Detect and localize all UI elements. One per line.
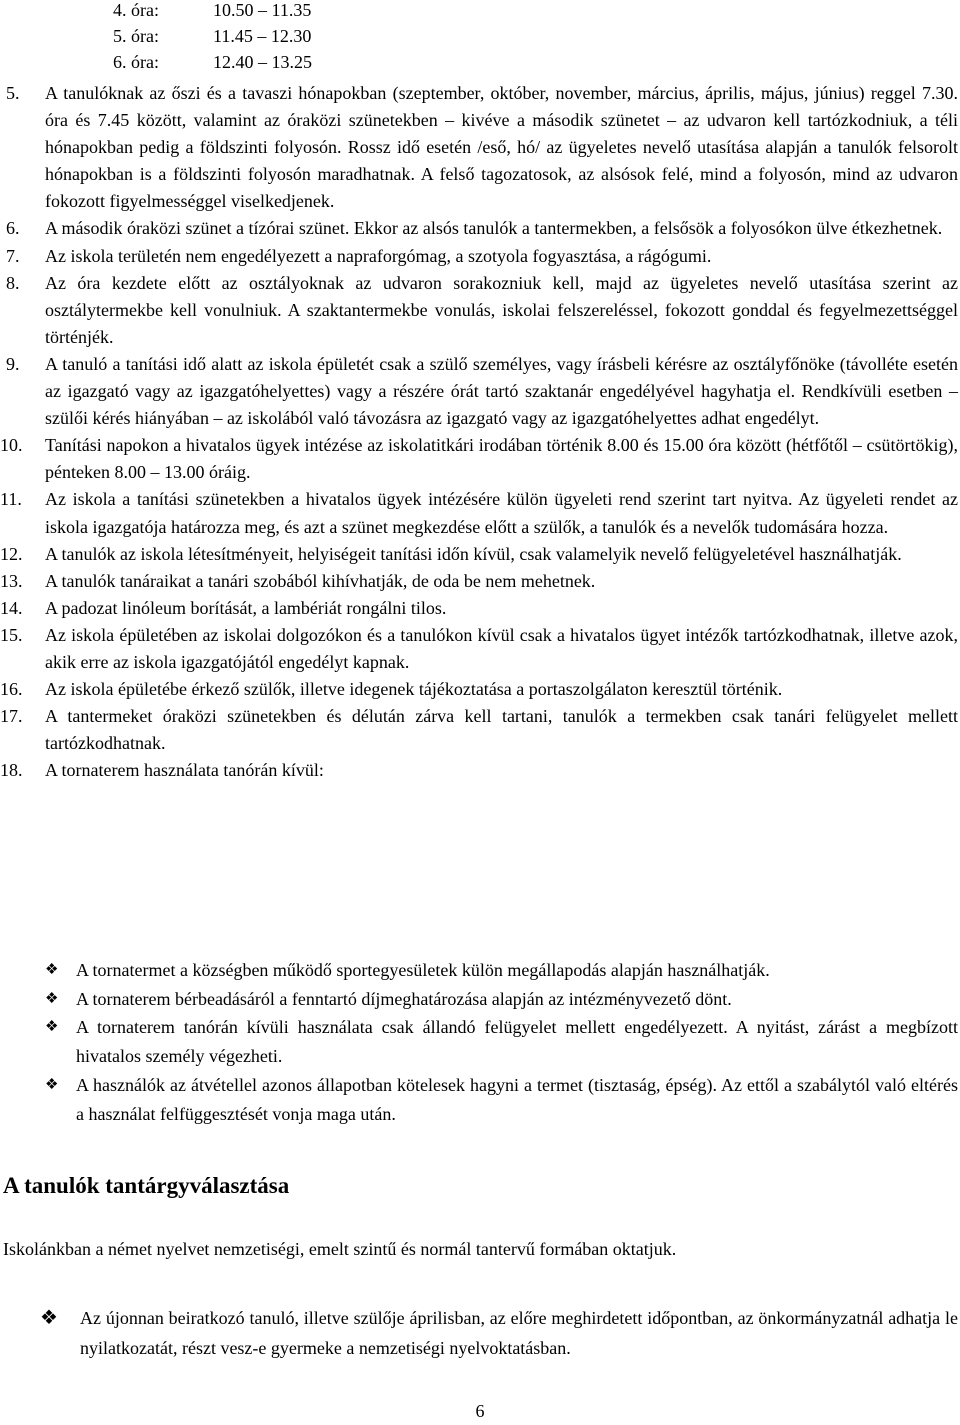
rule-item [0,486,958,540]
rules-list [0,80,958,784]
list-item [45,956,958,985]
rule-text: A padozat linóleum borítását, a lambériát rongálni tilos. [45,597,447,618]
rule-number: 14. [0,597,23,618]
rule-item [0,541,958,568]
rule-text: Az iskola a tanítási szünetekben a hivatalos ügyek intézésére külön ügyeleti rend szerint tart nyitva. Az ügyeleti rendet az iskola igazgatója határozza meg, és azt a szünet megkezdése előtt a szülők, a tanulók és a nevelők tudomására hozza. [45,489,958,537]
page-number: 6 [475,1401,485,1421]
rule-item [0,568,958,595]
rule-number: 7. [6,245,20,266]
gym-rule-text: A tornatermet a községben működő sportegyesületek külön megállapodás alapján használhatják. [76,960,770,980]
rule-number: 15. [0,624,23,645]
schedule-label: 4. óra: [113,0,159,20]
rule-number: 18. [0,760,23,781]
rule-item [0,622,958,676]
rule-number: 16. [0,679,23,700]
schedule-time: 11.45 – 12.30 [213,26,312,46]
section-heading: A tanulók tantárgyválasztása [3,1173,290,1198]
diamond-bullet-icon: ❖ [45,1019,59,1036]
schedule-row [113,26,311,47]
rule-number: 11. [0,489,22,510]
rule-text: A tanulók tanáraikat a tanári szobából kihívhatják, de oda be nem mehetnek. [45,570,596,591]
rule-number: 10. [0,435,23,456]
schedule-time: 10.50 – 11.35 [213,0,312,20]
schedule-row [113,0,311,21]
schedule-row [113,52,312,73]
list-item [40,1303,958,1363]
schedule-label: 6. óra: [113,52,159,72]
rule-item [0,351,958,432]
diamond-bullet-icon: ❖ [45,1076,59,1093]
rule-text: A tornaterem használata tanórán kívül: [45,760,324,781]
rule-item [0,676,958,703]
rule-item [0,432,958,486]
rule-item [0,215,958,242]
schedule-time: 12.40 – 13.25 [213,52,312,72]
rule-text: A második óraközi szünet a tízórai szünet. Ekkor az alsós tanulók a tantermekben, a felsősök a folyosókon ülve étkezhetnek. [45,218,943,239]
rule-number: 13. [0,570,23,591]
rule-number: 5. [6,83,20,103]
rule-text: A tantermeket óraközi szünetekben és délután zárva kell tartani, tanulók a termekben csak tanári felügyelet mellett tartózkodhatnak. [45,706,958,754]
rule-number: 6. [6,218,20,239]
diamond-bullet-icon: ❖ [45,962,59,978]
gym-rules-list [45,956,958,1128]
rule-text: Az óra kezdete előtt az osztályoknak az udvaron sorakozniuk kell, majd az ügyeletes nevelő utasítása szerint az osztálytermekbe kell vonulniuk. A szaktantermekbe vonulás, iskolai felszereléssel, fokozott gonddal és fegyelmezettséggel történjék. [45,272,958,347]
diamond-bullet-icon: ❖ [45,990,59,1007]
section-intro: Iskolánkban a német nyelvet nemzetiségi, emelt szintű és normál tantervű formában oktatjuk. [3,1239,677,1259]
list-item [45,985,958,1014]
rule-item [0,595,958,622]
enrollment-text: Az újonnan beiratkozó tanuló, illetve szülője áprilisban, az előre meghirdetett időpontban, az önkormányzatnál adhatja le nyilatkozatát, részt vesz-e gyermeke a nemzetiségi nyelvoktatásban. [80,1308,958,1358]
gym-rule-text: A használók az átvétellel azonos állapotban kötelesek hagyni a termet (tisztaság, épség). Az ettől a szabálytól való eltérés a használat felfüggesztését vonja maga után. [76,1074,958,1124]
rule-text: Az iskola területén nem engedélyezett a napraforgómag, a szotyola fogyasztása, a rágógumi. [45,245,712,266]
rule-text: A tanulók az iskola létesítményeit, helyiségeit tanítási időn kívül, csak valamelyik nevelő felügyeletével használhatják. [45,543,902,564]
rule-text: Az iskola épületébe érkező szülők, illetve idegenek tájékoztatása a portaszolgálaton keresztül történik. [45,679,783,700]
rule-item [0,270,958,351]
rule-number: 8. [6,272,20,293]
list-item [45,1071,958,1128]
rule-text: Az iskola épületében az iskolai dolgozókon és a tanulókon kívül csak a hivatalos ügyet intézők tartózkodhatnak, illetve azok, akik erre az iskola igazgatójától engedélyt kapnak. [45,624,958,672]
rule-item [0,757,958,784]
rule-number: 12. [0,543,23,564]
rule-item [0,80,958,215]
schedule-label: 5. óra: [113,26,159,46]
rule-item [0,703,958,757]
rule-number: 17. [0,706,23,727]
diamond-bullet-icon: ❖ [40,1307,58,1329]
rule-number: 9. [6,353,20,374]
gym-rule-text: A tornaterem tanórán kívüli használata csak állandó felügyelet mellett engedélyezett. A nyitást, zárást a megbízott hivatalos személy végezheti. [76,1017,958,1067]
gym-rule-text: A tornaterem bérbeadásáról a fenntartó díjmeghatározása alapján az intézményvezető dönt. [76,988,732,1009]
list-item [45,1013,958,1070]
rule-item [0,243,958,270]
rule-text: A tanulóknak az őszi és a tavaszi hónapokban (szeptember, október, november, március, április, május, június) reggel 7.30. óra és 7.45 között, valamint az óraközi szünetekben – kivéve a második szünetet – az udvaron kell tartózkodniuk, a téli hónapokban pedig a földszinti folyosón. Rossz idő esetén /eső, hó/ az ügyeletes nevelő utasítása alapján a tanulók felsorolt hónapokban is a földszinti folyosón maradhatnak. A felső tagozatosok, az alsósok felé, mind a folyosón, mind az udvaron fokozott figyelmességgel viselkedjenek. [45,83,958,212]
rule-text: A tanuló a tanítási idő alatt az iskola épületét csak a szülő személyes, vagy írásbeli kérésre az osztályfőnöke (távolléte esetén az igazgató vagy az igazgatóhelyettes) vagy a részére órát tartó szaktanár engedélyével hagyhatja el. Rendkívüli esetben – szülői kérés hiányában – az iskolából való távozásra az igazgató vagy az igazgatóhelyettes adhat engedélyt. [45,353,958,429]
rule-text: Tanítási napokon a hivatalos ügyek intézése az iskolatitkári irodában történik 8.00 és 15.00 óra között (hétfőtől – csütörtökig), pénteken 8.00 – 13.00 óráig. [45,435,958,483]
